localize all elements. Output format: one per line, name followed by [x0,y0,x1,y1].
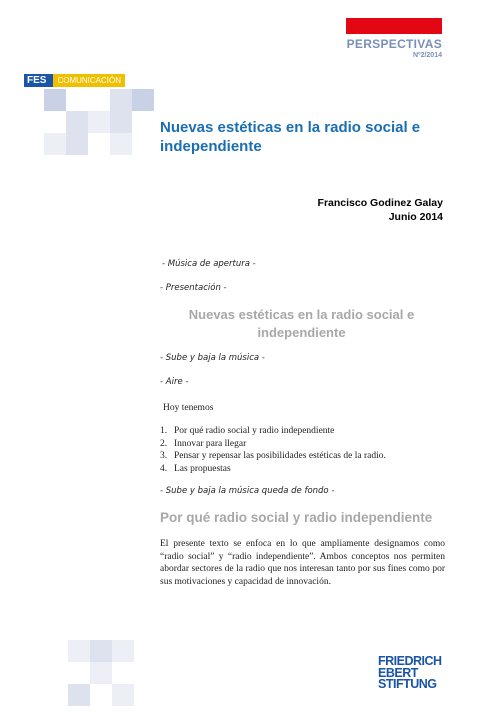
list-item: 1. Por qué radio social y radio independiente [160,426,335,436]
ffs-logo-line2: EBERT [378,665,418,680]
cue-presentation: - Presentación - [160,283,227,293]
topic-list [160,425,450,475]
ffs-logo-line1: FRIEDRICH [378,654,442,668]
issue-number: Nº2/2014 [412,52,442,59]
cue-background-music: - Sube y baja la música queda de fondo - [160,486,335,496]
author-name: Francisco Godinez Galay [317,197,443,209]
header-accent-bar [346,18,442,34]
cue-opening-music: - Música de apertura - [162,259,256,269]
series-label: PERSPECTIVAS [346,37,442,51]
publication-date: Junio 2014 [388,211,443,223]
comunicacion-logo-text: COMUNICACIÓN [53,74,125,87]
body-paragraph: El presente texto se enfoca en lo que ampliamente designamos como “radio social” y “radio independiente”. Ambos conceptos nos permiten abordar sectores de la radio que nos interesan tanto por sus fines como por sus motivaciones y capacidad de innovación. [160,539,445,587]
cue-music-up-down: - Sube y baja la música - [160,353,265,363]
list-item: 2. Innovar para llegar [160,438,247,449]
friedrich-ebert-stiftung-logo [378,656,442,691]
list-item: 3. Pensar y repensar las posibilidades estéticas de la radio. [160,451,386,461]
script-heading: Nuevas estéticas en la radio social e independiente [188,307,415,340]
cue-air: - Aire - [160,377,189,387]
section-heading: Por qué radio social y radio independiente [160,510,433,525]
fes-logo-text: FES [24,74,49,87]
author-block [250,196,443,224]
document-title: Nuevas estéticas en la radio social e independiente [160,119,421,155]
fes-comunicacion-logo [24,74,125,87]
list-item: 4. Las propuestas [160,463,231,474]
intro-text: Hoy tenemos [163,403,214,413]
ffs-logo-line3: STIFTUNG [378,677,437,691]
